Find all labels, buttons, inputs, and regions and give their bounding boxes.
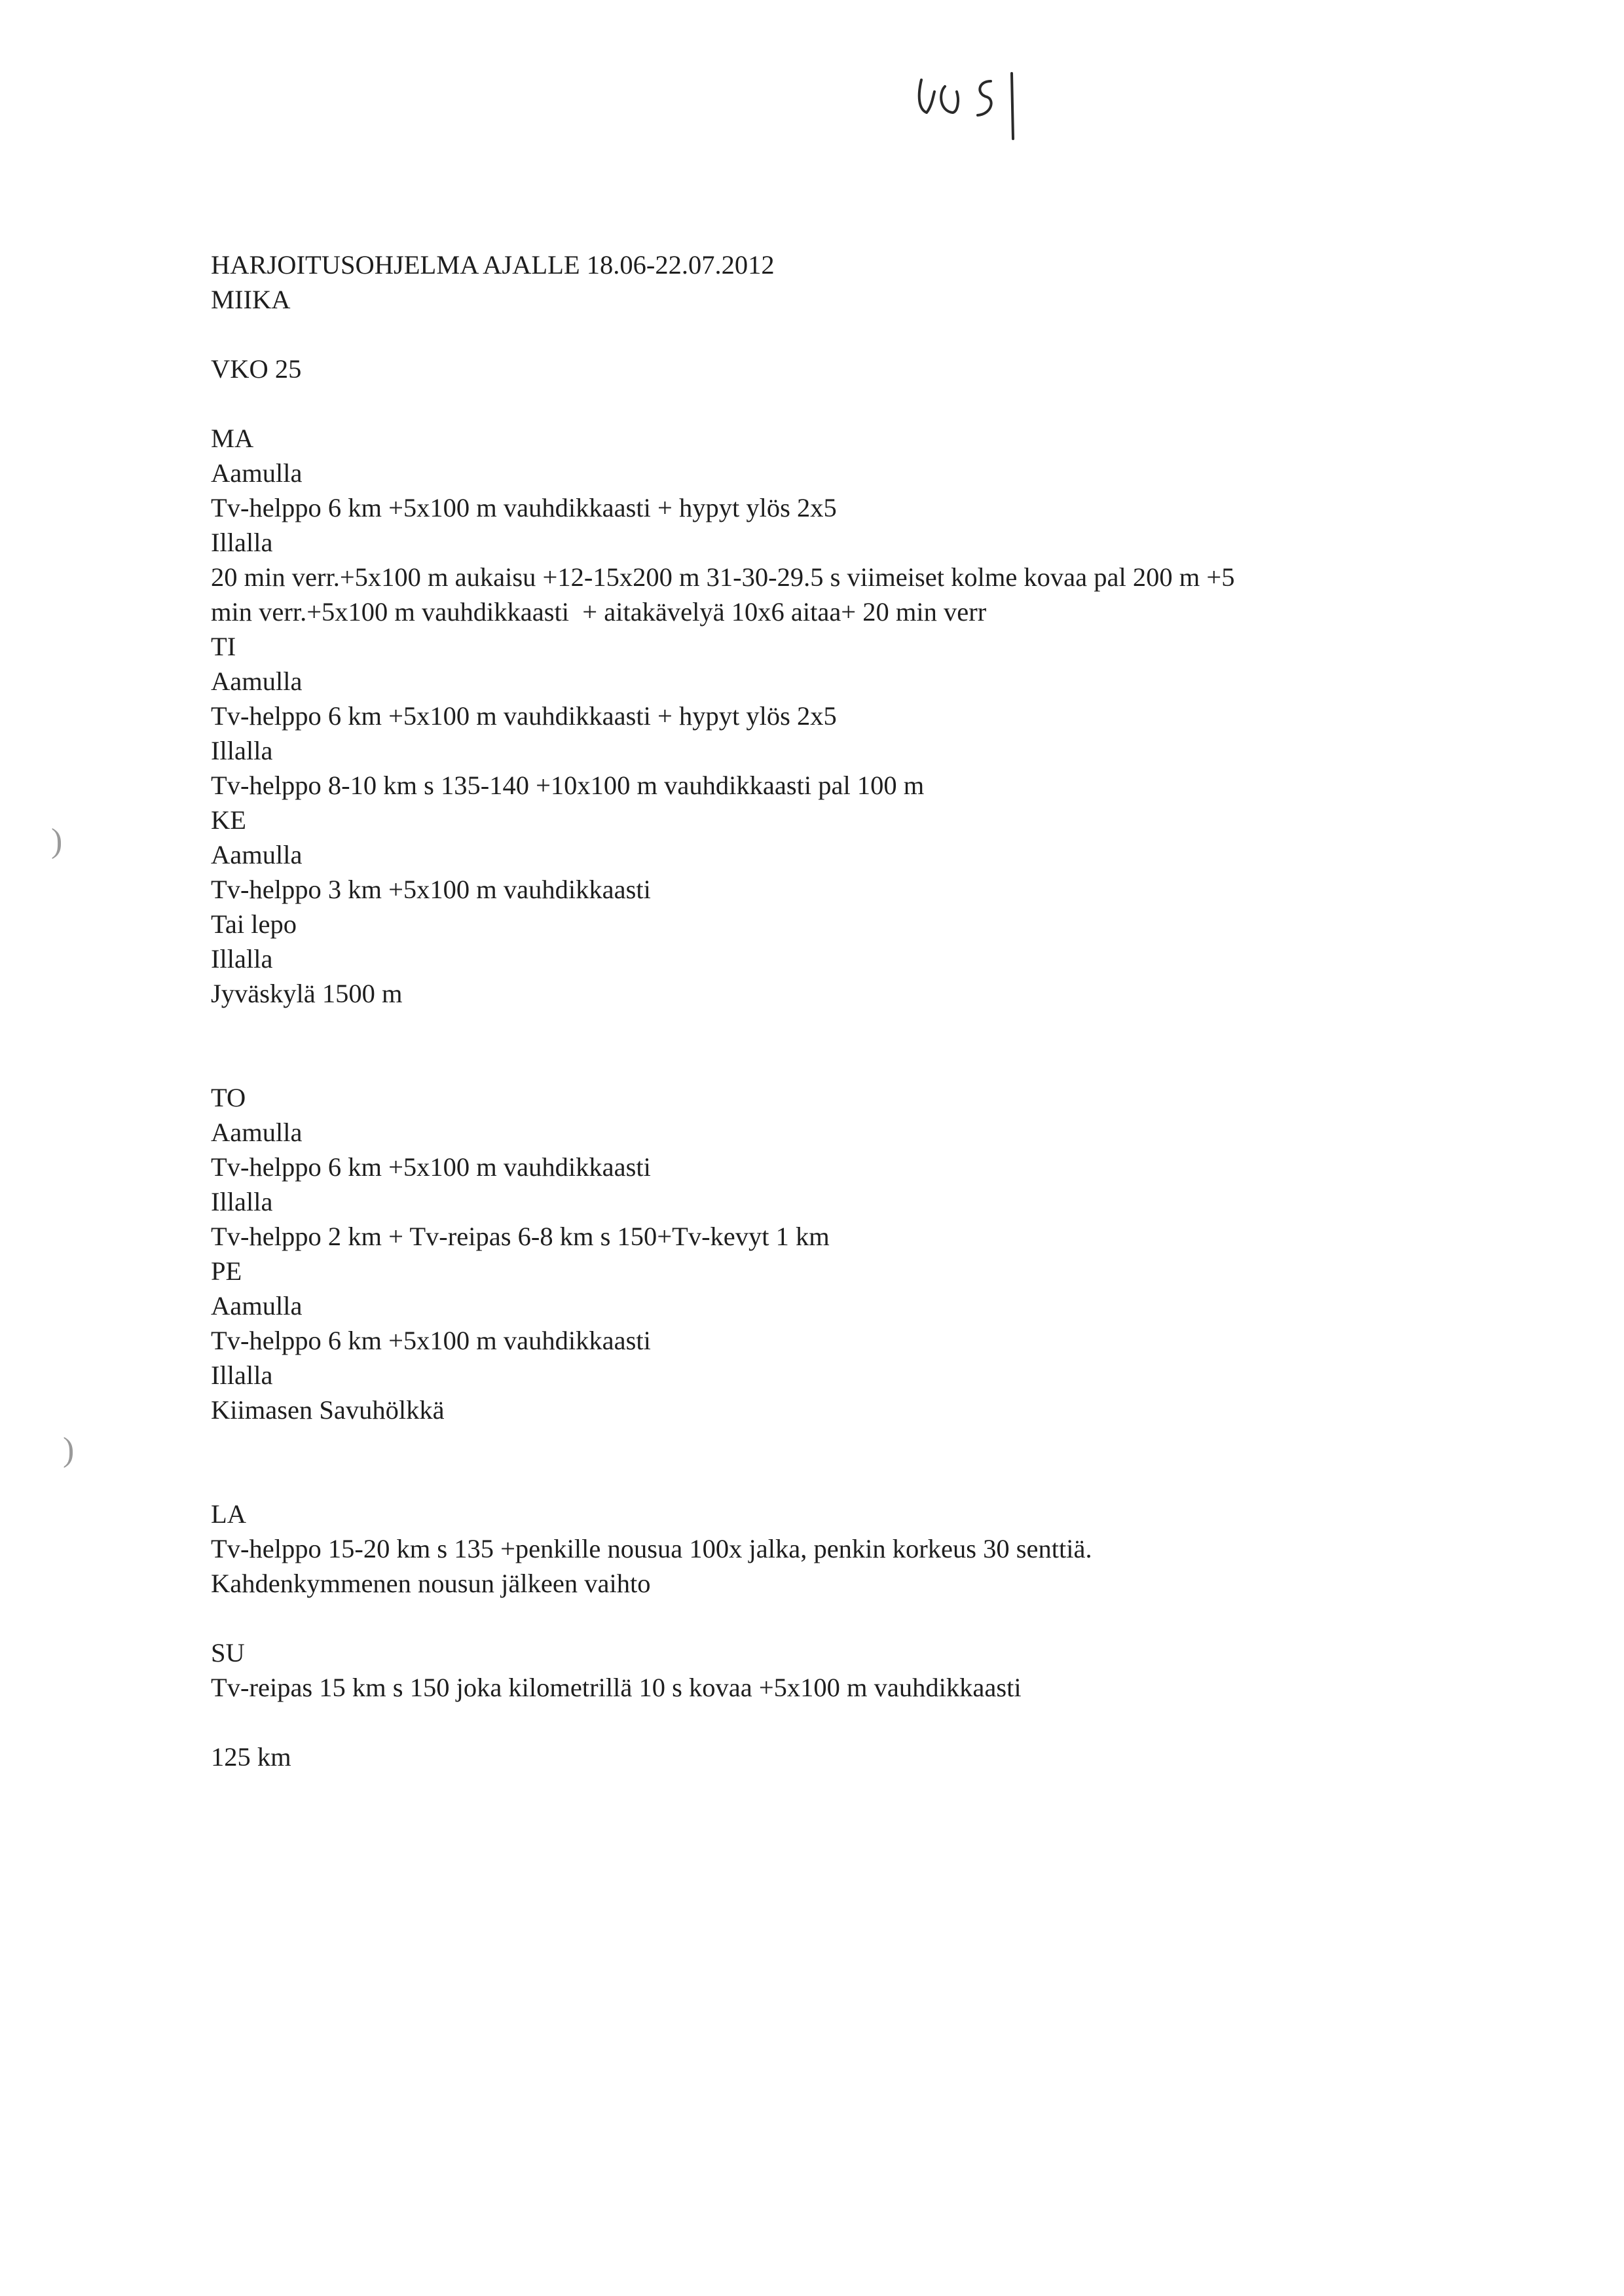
- session-line: Tv-helppo 2 km + Tv-reipas 6-8 km s 150+Tv-kevyt 1 km: [211, 1222, 830, 1251]
- scan-artifact: ): [51, 822, 63, 860]
- session-line: Tv-helppo 6 km +5x100 m vauhdikkaasti + hypyt ylös 2x5: [211, 493, 837, 522]
- session-line: Illalla: [211, 1360, 273, 1390]
- athlete-name: MIIKA: [211, 285, 291, 314]
- session-line: Kahdenkymmenen nousun jälkeen vaihto: [211, 1569, 651, 1598]
- session-line: Tv-reipas 15 km s 150 joka kilometrillä 10 s kovaa +5x100 m vauhdikkaasti: [211, 1673, 1022, 1702]
- day-label-ke: KE: [211, 805, 246, 835]
- session-line: Aamulla: [211, 1291, 303, 1321]
- session-line: Tai lepo: [211, 909, 297, 939]
- day-label-ma: MA: [211, 424, 254, 453]
- day-label-su: SU: [211, 1638, 245, 1667]
- session-line: Tv-helppo 6 km +5x100 m vauhdikkaasti: [211, 1152, 651, 1182]
- training-program: [211, 247, 1455, 1774]
- session-line: Illalla: [211, 944, 273, 974]
- session-line: 20 min verr.+5x100 m aukaisu +12-15x200 m 31-30-29.5 s viimeiset kolme kovaa pal 200 m +5: [211, 562, 1235, 592]
- session-line: Aamulla: [211, 1118, 303, 1147]
- session-line: Tv-helppo 8-10 km s 135-140 +10x100 m vauhdikkaasti pal 100 m: [211, 771, 925, 800]
- session-line: Illalla: [211, 736, 273, 765]
- day-label-pe: PE: [211, 1256, 242, 1286]
- week-label: VKO 25: [211, 354, 302, 384]
- scan-artifact: ): [63, 1431, 75, 1468]
- handwritten-annotation: [913, 60, 1044, 145]
- session-line: Illalla: [211, 528, 273, 557]
- session-line: Aamulla: [211, 666, 303, 696]
- day-label-ti: TI: [211, 632, 236, 661]
- session-line: Aamulla: [211, 458, 303, 488]
- session-line: Aamulla: [211, 840, 303, 869]
- session-line: Kiimasen Savuhölkkä: [211, 1395, 445, 1425]
- session-line: Tv-helppo 6 km +5x100 m vauhdikkaasti + hypyt ylös 2x5: [211, 701, 837, 731]
- session-line: Tv-helppo 6 km +5x100 m vauhdikkaasti: [211, 1326, 651, 1355]
- session-line: Tv-helppo 3 km +5x100 m vauhdikkaasti: [211, 875, 651, 904]
- session-line: Tv-helppo 15-20 km s 135 +penkille nousua 100x jalka, penkin korkeus 30 senttiä.: [211, 1534, 1092, 1563]
- session-line: Illalla: [211, 1187, 273, 1216]
- day-label-to: TO: [211, 1083, 246, 1112]
- weekly-total: 125 km: [211, 1742, 291, 1772]
- session-line: Jyväskylä 1500 m: [211, 979, 403, 1008]
- day-label-la: LA: [211, 1499, 246, 1529]
- document-title: HARJOITUSOHJELMA AJALLE 18.06-22.07.2012: [211, 250, 775, 280]
- session-line: min verr.+5x100 m vauhdikkaasti + aitakävelyä 10x6 aitaa+ 20 min verr: [211, 597, 987, 627]
